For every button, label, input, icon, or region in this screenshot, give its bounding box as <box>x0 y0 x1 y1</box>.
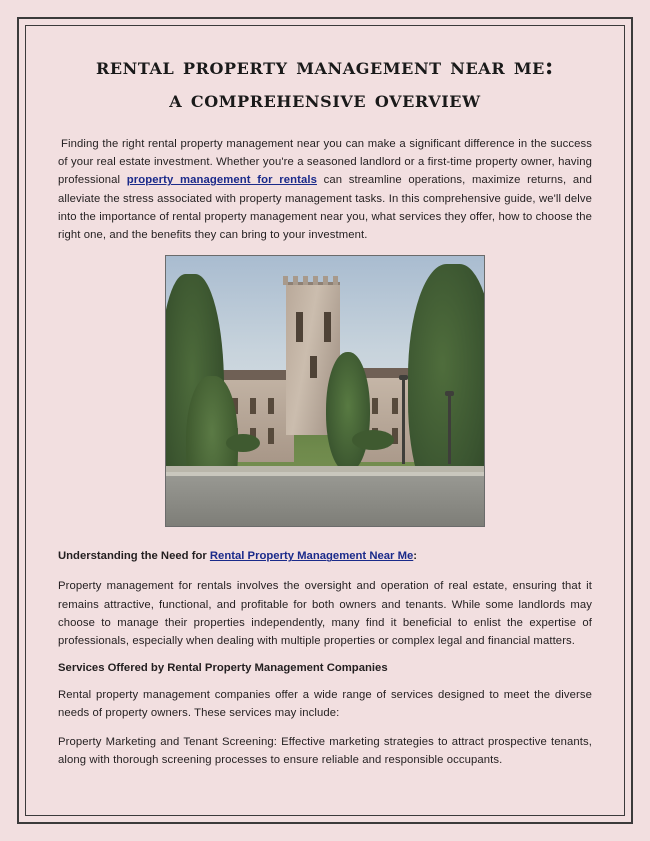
intro-paragraph <box>58 135 592 245</box>
photo-tower-crenellation <box>283 276 343 285</box>
photo-lamp-post <box>402 378 405 464</box>
photo-tower-window-left <box>296 312 303 342</box>
photo-lamp-head <box>445 391 454 396</box>
photo-window <box>372 398 378 414</box>
photo-road <box>166 472 484 526</box>
building-photo <box>165 255 485 527</box>
photo-window <box>268 398 274 414</box>
services-paragraph: Rental property management companies offer a wide range of services designed to meet the diverse needs of property owners. These services may include: <box>58 688 592 719</box>
understanding-paragraph: Property management for rentals involves the oversight and operation of real estate, ensuring that it remains attractive, functional, and profitable for both owners and tenants. While some landlords may choose to manage their properties independently, many find it beneficial to enlist the expertise of professionals, especially when dealing with multiple properties or complex legal and financial matters. <box>58 580 592 648</box>
article-figure <box>58 255 592 532</box>
page-title-line-2: a comprehensive overview <box>169 86 481 114</box>
photo-tree-middle <box>326 352 370 472</box>
document-content <box>58 50 592 781</box>
property-management-for-rentals-link[interactable]: property management for rentals <box>126 174 317 187</box>
photo-window <box>392 398 398 414</box>
page-title-line-1: rental property management near me: <box>95 53 555 80</box>
marketing-paragraph: Property Marketing and Tenant Screening: Effective marketing strategies to attract prospective tenants, along with thorough screening processes to ensure reliable and responsible occupants. <box>58 736 592 767</box>
rental-property-management-near-me-link[interactable]: Rental Property Management Near Me <box>209 550 414 563</box>
photo-lamp-head <box>399 375 408 380</box>
page-title <box>58 50 592 117</box>
understanding-heading <box>58 548 592 565</box>
understanding-heading-prefix: Understanding the Need for <box>58 550 210 563</box>
photo-tower-window-right <box>324 312 331 342</box>
intro-text-part-2: can streamline operations, maximize returns, and alleviate the stress associated with property management tasks. In this comprehensive guide, we'll delve into the importance of rental property management near you, what services they offer, how to choose the right one, and the benefits they can bring to your investment. <box>58 174 592 242</box>
understanding-heading-suffix: : <box>413 550 418 563</box>
intro-text-part-1: Finding the right rental property management near you can make a significant difference in the success of your real estate investment. Whether you're a seasoned landlord or a first-time property owner, having professional <box>58 137 592 187</box>
photo-window <box>250 398 256 414</box>
services-heading: Services Offered by Rental Property Management Companies <box>58 661 388 674</box>
photo-window <box>268 428 274 444</box>
photo-tower-window-mid <box>310 356 317 378</box>
photo-lamp-post <box>448 394 451 464</box>
